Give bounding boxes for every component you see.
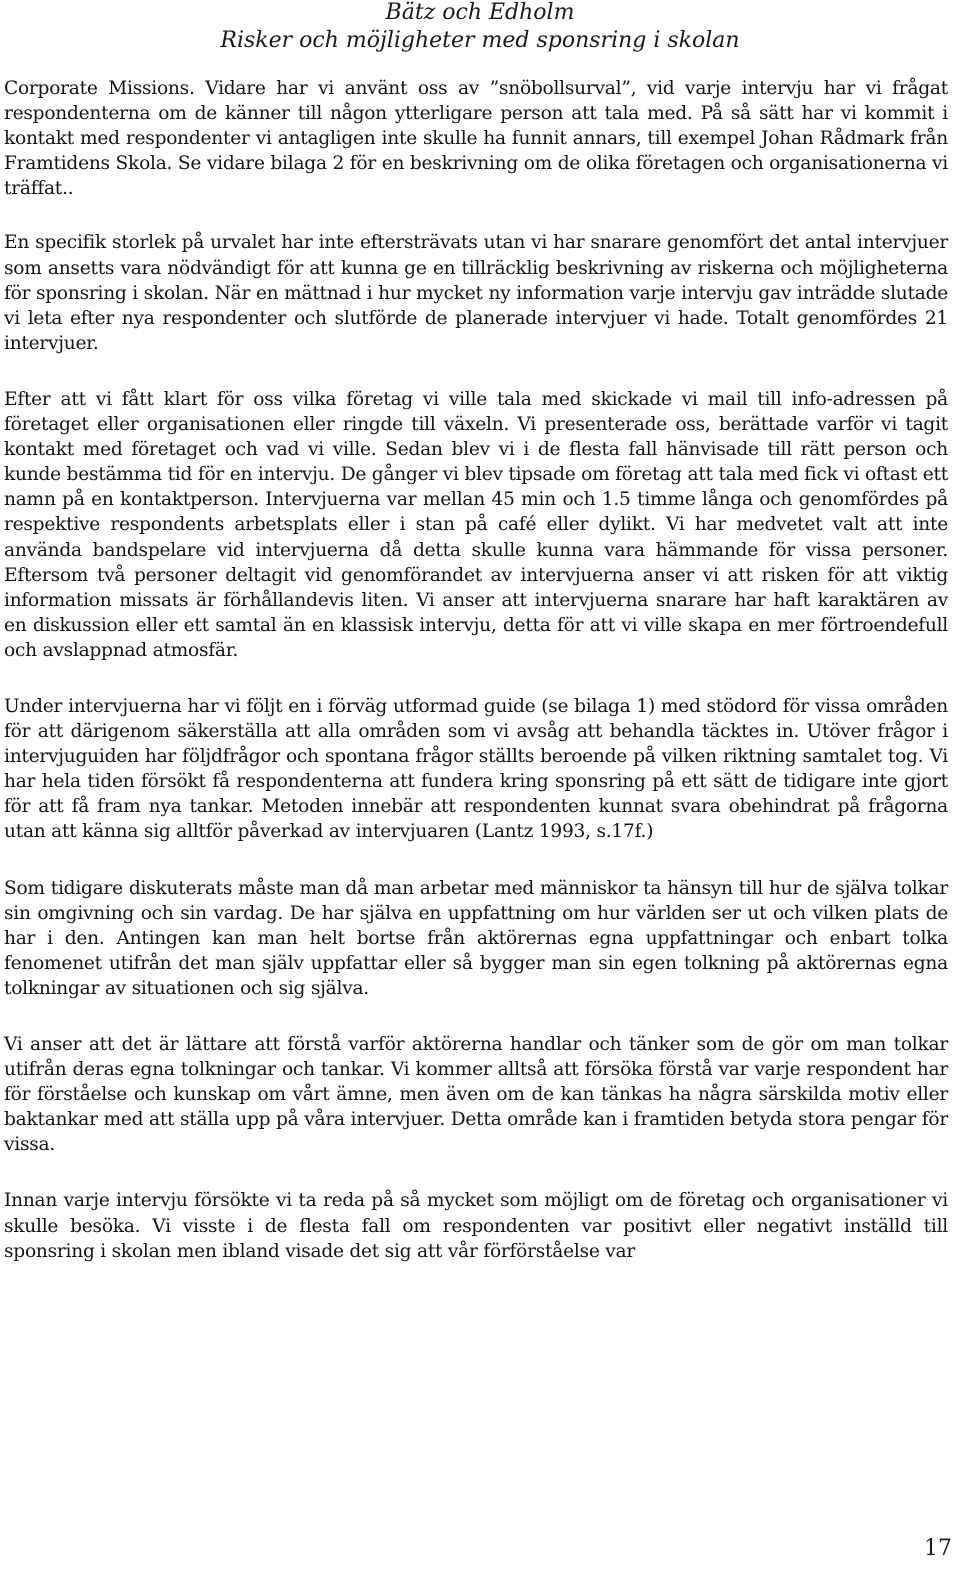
paragraph: Corporate Missions. Vidare har vi använt oss av ”snöbollsurval”, vid varje intervju har vi frågat respondenterna om de känner till någon ytterligare person att tala med. På så sätt har vi kommit i kontakt med respondenter vi antagligen inte skulle ha funnit annars, till exempel Johan Rådmark från Framtidens Skola. Se vidare bilaga 2 för en beskrivning om de olika företagen och organisationerna vi träffat.. xyxy=(4,78,948,200)
paragraph: Under intervjuerna har vi följt en i förväg utformad guide (se bilaga 1) med stödord för vissa områden för att därigenom säkerställa att alla områden som vi avsåg att behandla täcktes in. Utöver frågor i intervjuguiden har följdfrågor och spontana frågor ställts beroende på vilken riktning samtalet tog. Vi har hela tiden försökt få respondenterna att fundera kring sponsring på ett sätt de tidigare inte gjort för att få fram nya tankar. Metoden innebär att respondenten kunnat svara obehindrat på frågorna utan att känna sig alltför påverkad av intervjuaren (Lantz 1993, s.17f.) xyxy=(4,695,948,843)
header-authors: Bätz och Edholm xyxy=(385,0,575,25)
paragraph: En specifik storlek på urvalet har inte eftersträvats utan vi har snarare genomfört det antal intervjuer som ansetts vara nödvändigt för att kunna ge en tillräcklig beskrivning av riskerna och möjligheterna för sponsring i skolan. När en mättnad i hur mycket ny information varje intervju gav inträdde slutade vi leta efter nya respondenter och slutförde de planerade intervjuer vi hade. Totalt genomfördes 21 intervjuer. xyxy=(4,232,948,354)
paragraph: Vi anser att det är lättare att förstå varför aktörerna handlar och tänker som de gör om man tolkar utifrån deras egna tolkningar och tankar. Vi kommer alltså att försöka förstå var varje respondent har för förståelse och kunskap om vårt ämne, men även om de kan tänkas ha några särskilda motiv eller baktankar med att ställa upp på våra intervjuer. Detta område kan i framtiden betyda stora pengar för vissa. xyxy=(4,1034,948,1156)
page-number: 17 xyxy=(924,1536,952,1561)
paragraph: Innan varje intervju försökte vi ta reda på så mycket som möjligt om de företag och organisationer vi skulle besöka. Vi visste i de flesta fall om respondenten var positivt eller negativt inställd till sponsring i skolan men ibland visade det sig att vår förförståelse var xyxy=(4,1190,948,1262)
paragraph: Som tidigare diskuterats måste man då man arbetar med människor ta hänsyn till hur de själva tolkar sin omgivning och sin vardag. De har själva en uppfattning om hur världen ser ut och vilken plats de har i den. Antingen kan man helt bortse från aktörernas egna uppfattningar och enbart tolka fenomenet utifrån det man själv uppfattar eller så bygger man sin egen tolkning på aktörernas egna tolkningar av situationen och sig själva. xyxy=(4,877,948,999)
header-title: Risker och möjligheter med sponsring i skolan xyxy=(220,28,740,53)
body-text xyxy=(4,76,948,1295)
running-header xyxy=(0,0,960,55)
paragraph: Efter att vi fått klart för oss vilka företag vi ville tala med skickade vi mail till info-adressen på företaget eller organisationen eller ringde till växeln. Vi presenterade oss, berättade varför vi tagit kontakt med företaget och vad vi ville. Sedan blev vi i de flesta fall hänvisade till rätt person och kunde bestämma tid för en intervju. De gånger vi blev tipsade om företag att tala med fick vi oftast ett namn på en kontaktperson. Intervjuerna var mellan 45 min och 1.5 timme långa och genomfördes på respektive respondents arbetsplats eller i stan på café eller dylikt. Vi har medvetet valt att inte använda bandspelare vid intervjuerna då detta skulle kunna vara hämmande för vissa personer. Eftersom två personer deltagit vid genomförandet av intervjuerna anser vi att risken för att viktig information missats är förhållandevis liten. Vi anser att intervjuerna snarare har haft karaktären av en diskussion eller ett samtal än en klassisk intervju, detta för att vi ville skapa en mer förtroendefull och avslappnad atmosfär. xyxy=(4,388,948,661)
